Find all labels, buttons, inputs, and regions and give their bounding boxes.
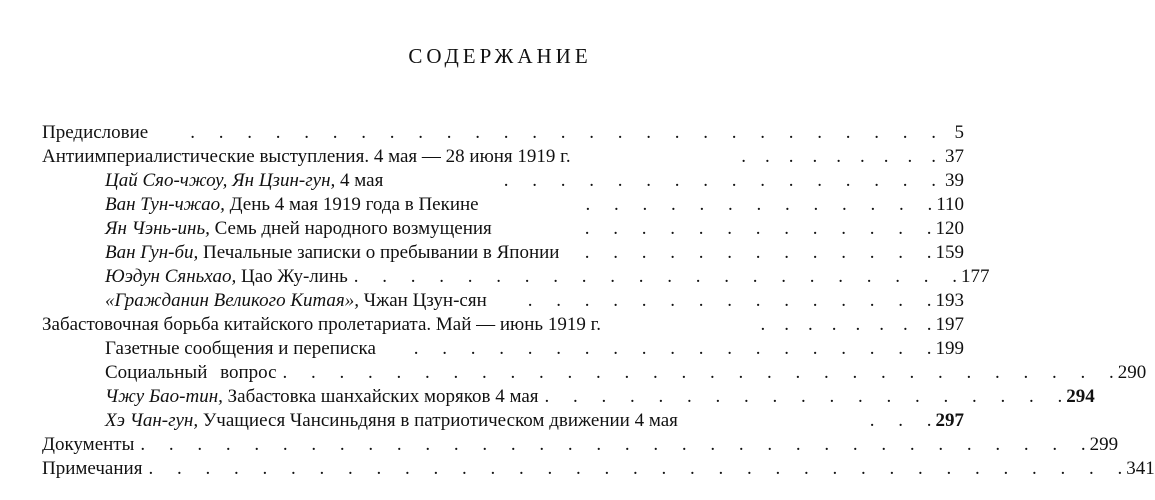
toc-entry-title: Антиимпериалистические выступления. 4 мая — 28 июня 1919 г. <box>42 146 571 167</box>
toc-entry[interactable] <box>42 145 964 169</box>
leader-dots: . . . . . . . . . . . . . . . . . . . <box>413 338 932 359</box>
toc-entry-author: Ван Тун-чжао, <box>105 194 225 215</box>
leader-dots: . . . . . . . . <box>760 314 932 335</box>
toc-entry-title: Печальные записки о пребывании в Японии <box>203 242 560 263</box>
toc-entry-author: Цай Сяо-чжоу, Ян Цзин-гун, <box>105 170 336 191</box>
leader-dots: . . . . . . . . . . . . . . . . . . . . . . <box>353 266 958 287</box>
toc-entry[interactable] <box>42 313 964 337</box>
toc-entry-author: Юэдун Сяньхао, <box>105 266 237 287</box>
toc-entry[interactable] <box>105 361 1147 385</box>
toc-entry-page: 120 <box>935 218 964 239</box>
toc-entry-page: 290 <box>1117 362 1147 383</box>
toc-entry-page: 294 <box>1066 386 1095 407</box>
toc-entry[interactable] <box>105 409 964 433</box>
leader-dots: . . . . . . . . . . . . . <box>585 194 933 215</box>
toc-entry-author: Ван Гун-би, <box>105 242 199 263</box>
toc-entry[interactable] <box>42 433 1119 457</box>
leader-dots: . . . . . . . . . . . . . . . . . . . . . . . . . . . . . . . . . . <box>140 434 1086 455</box>
toc-entry-page: 5 <box>954 122 964 143</box>
leader-dots: . . . <box>869 410 932 431</box>
toc-entry-page: 37 <box>945 146 964 167</box>
toc-entry-title: Чжан Цзун-сян <box>363 290 487 311</box>
toc-entry-page: 341 <box>1126 458 1155 479</box>
leader-dots: . . . . . . . . . <box>741 146 936 167</box>
toc-entry[interactable] <box>105 385 1095 409</box>
toc-entry-title: Цао Жу-линь <box>240 266 348 287</box>
toc-entry-title: Документы <box>42 434 135 455</box>
leader-dots: . . . . . . . . . . . . . <box>584 242 932 263</box>
toc-entry[interactable] <box>42 457 1155 481</box>
toc-entry-title: Учащиеся Чансиньдяня в патриотическом движении 4 мая <box>202 410 678 431</box>
toc-entry-title: Предисловие <box>42 122 149 143</box>
toc-entry-title: 4 мая <box>340 170 384 191</box>
toc-entry-page: 297 <box>935 410 964 431</box>
toc-entry-title: Семь дней народного возмущения <box>214 218 492 239</box>
page-title: СОДЕРЖАНИЕ <box>408 44 592 68</box>
toc-entry-author: Хэ Чан-гун, <box>105 410 199 431</box>
toc-entry-page: 110 <box>936 194 964 215</box>
toc-entry-title: Забастовка шанхайских моряков 4 мая <box>227 386 539 407</box>
toc-entry-title: Социальный вопрос <box>105 362 277 383</box>
toc-entry[interactable] <box>105 337 964 361</box>
toc-entry-page: 199 <box>935 338 964 359</box>
toc-entry-author: «Гражданин Великого Китая», <box>105 290 359 311</box>
toc-entry-page: 159 <box>935 242 964 263</box>
toc-entry-page: 39 <box>945 170 964 191</box>
leader-dots: . . . . . . . . . . . . . . . . . . . <box>544 386 1063 407</box>
toc-entry[interactable] <box>105 265 990 289</box>
leader-dots: . . . . . . . . . . . . . <box>584 218 932 239</box>
toc-entry[interactable] <box>42 121 964 145</box>
leader-dots: . . . . . . . . . . . . . . . . . . . . . . . . . . . . . . . . . . . <box>148 458 1123 479</box>
toc-entry[interactable] <box>105 217 964 241</box>
toc-entry-title: Забастовочная борьба китайского пролетариата. Май — июнь 1919 г. <box>42 314 601 335</box>
leader-dots: . . . . . . . . . . . . . . . . . . . . . . . . . . . . . . <box>282 362 1114 383</box>
toc-entry[interactable] <box>105 193 964 217</box>
leader-dots: . . . . . . . . . . . . . . . <box>527 290 932 311</box>
toc-entry[interactable] <box>105 241 964 265</box>
toc-entry-page: 299 <box>1089 434 1119 455</box>
leader-dots: . . . . . . . . . . . . . . . . . . . . . . . . . . . <box>190 122 936 143</box>
toc-entry-page: 177 <box>961 266 990 287</box>
toc-entry-author: Чжу Бао-тин, <box>105 386 223 407</box>
leader-dots: . . . . . . . . . . . . . . . . <box>503 170 936 191</box>
toc-entry-title: День 4 мая 1919 года в Пекине <box>229 194 479 215</box>
toc-entry-title: Примечания <box>42 458 143 479</box>
toc-entry[interactable] <box>105 289 964 313</box>
toc-entry-page: 193 <box>935 290 964 311</box>
toc-entry[interactable] <box>105 169 964 193</box>
toc-entry-title: Газетные сообщения и переписка <box>105 338 376 359</box>
toc-entry-author: Ян Чэнь-инь, <box>105 218 210 239</box>
toc-entry-page: 197 <box>935 314 964 335</box>
